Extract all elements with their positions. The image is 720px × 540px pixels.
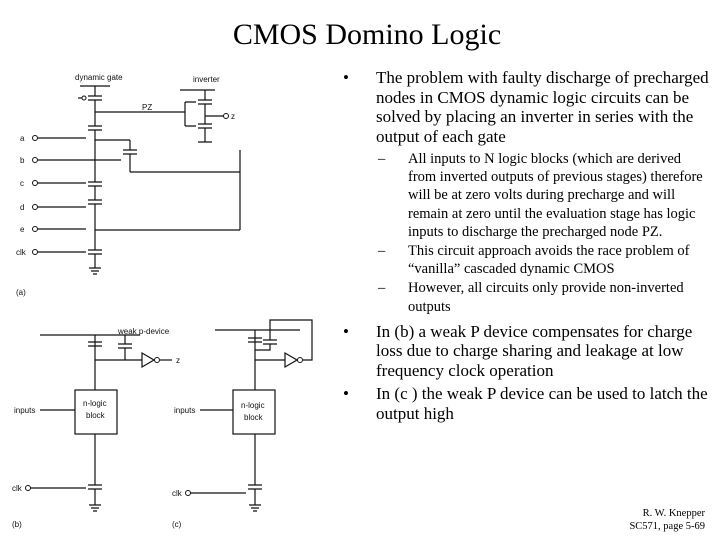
inputs-label-b: inputs (14, 406, 36, 415)
weak-p-label: weak p-device (118, 327, 170, 336)
nlogic-label-b: n-logic (83, 399, 107, 408)
circuit-b (12, 327, 180, 529)
sub-bullet-text: This circuit approach avoids the race problem of “vanilla” cascaded dynamic CMOS (408, 243, 690, 278)
slide-footer (560, 507, 705, 533)
clk-label-a: clk (16, 248, 26, 257)
bullet-text: The problem with faulty discharge of precharged nodes in CMOS dynamic logic circuits can be solved by placing an inverter in series with the output of each gate (376, 68, 709, 146)
inverter-label: inverter (193, 75, 220, 84)
z-label-a: z (231, 112, 235, 121)
sub-bullet-item (340, 150, 712, 241)
dash-mark: – (378, 280, 386, 297)
footer-page: SC571, page 5-69 (629, 521, 705, 532)
sub-bullet-item (340, 279, 712, 315)
input-c-label: c (20, 179, 24, 188)
slide-title: CMOS Domino Logic (232, 18, 502, 51)
bullet-item (340, 322, 712, 381)
bullet-mark: • (343, 384, 349, 404)
bullet-item (340, 68, 712, 146)
input-e-label: e (20, 225, 25, 234)
nlogic-label-c: n-logic (241, 401, 265, 410)
input-d-label: d (20, 203, 25, 212)
circuit-c (172, 320, 312, 529)
bullet-item (340, 384, 712, 423)
footer-author: R. W. Knepper (642, 508, 705, 519)
block-label-c: block (244, 413, 263, 422)
input-a-label: a (20, 134, 25, 143)
figure-c-label: (c) (172, 520, 182, 529)
figure-a-label: (a) (16, 288, 26, 297)
block-label-b: block (86, 411, 105, 420)
bullet-text: In (c ) the weak P device can be used to latch the output high (376, 384, 708, 423)
clk-label-b: clk (12, 484, 22, 493)
circuit-diagrams (0, 60, 335, 540)
figure-b-label: (b) (12, 520, 22, 529)
clk-label-c: clk (172, 489, 182, 498)
sub-bullet-item (340, 242, 712, 278)
pz-label: PZ (142, 103, 153, 112)
circuit-a (16, 73, 240, 297)
dash-mark: – (378, 243, 386, 260)
bullet-list (340, 68, 712, 423)
inputs-label-c: inputs (174, 406, 196, 415)
sub-bullet-text: All inputs to N logic blocks (which are derived from inverted outputs of previous stages) therefore will be at zero volts during precharge and will remain at zero until the evaluation stage has logic inputs to discharge the precharged node PZ. (408, 151, 703, 240)
bullet-text: In (b) a weak P device compensates for charge loss due to charge sharing and leakage at low frequency clock operation (376, 321, 693, 380)
sub-bullet-text: However, all circuits only provide non-inverted outputs (408, 280, 684, 315)
z-label-b: z (176, 356, 180, 365)
bullet-mark: • (343, 321, 349, 341)
input-b-label: b (20, 156, 25, 165)
bullet-mark: • (343, 68, 349, 87)
dash-mark: – (378, 151, 386, 167)
dynamic-gate-label: dynamic gate (75, 73, 123, 82)
